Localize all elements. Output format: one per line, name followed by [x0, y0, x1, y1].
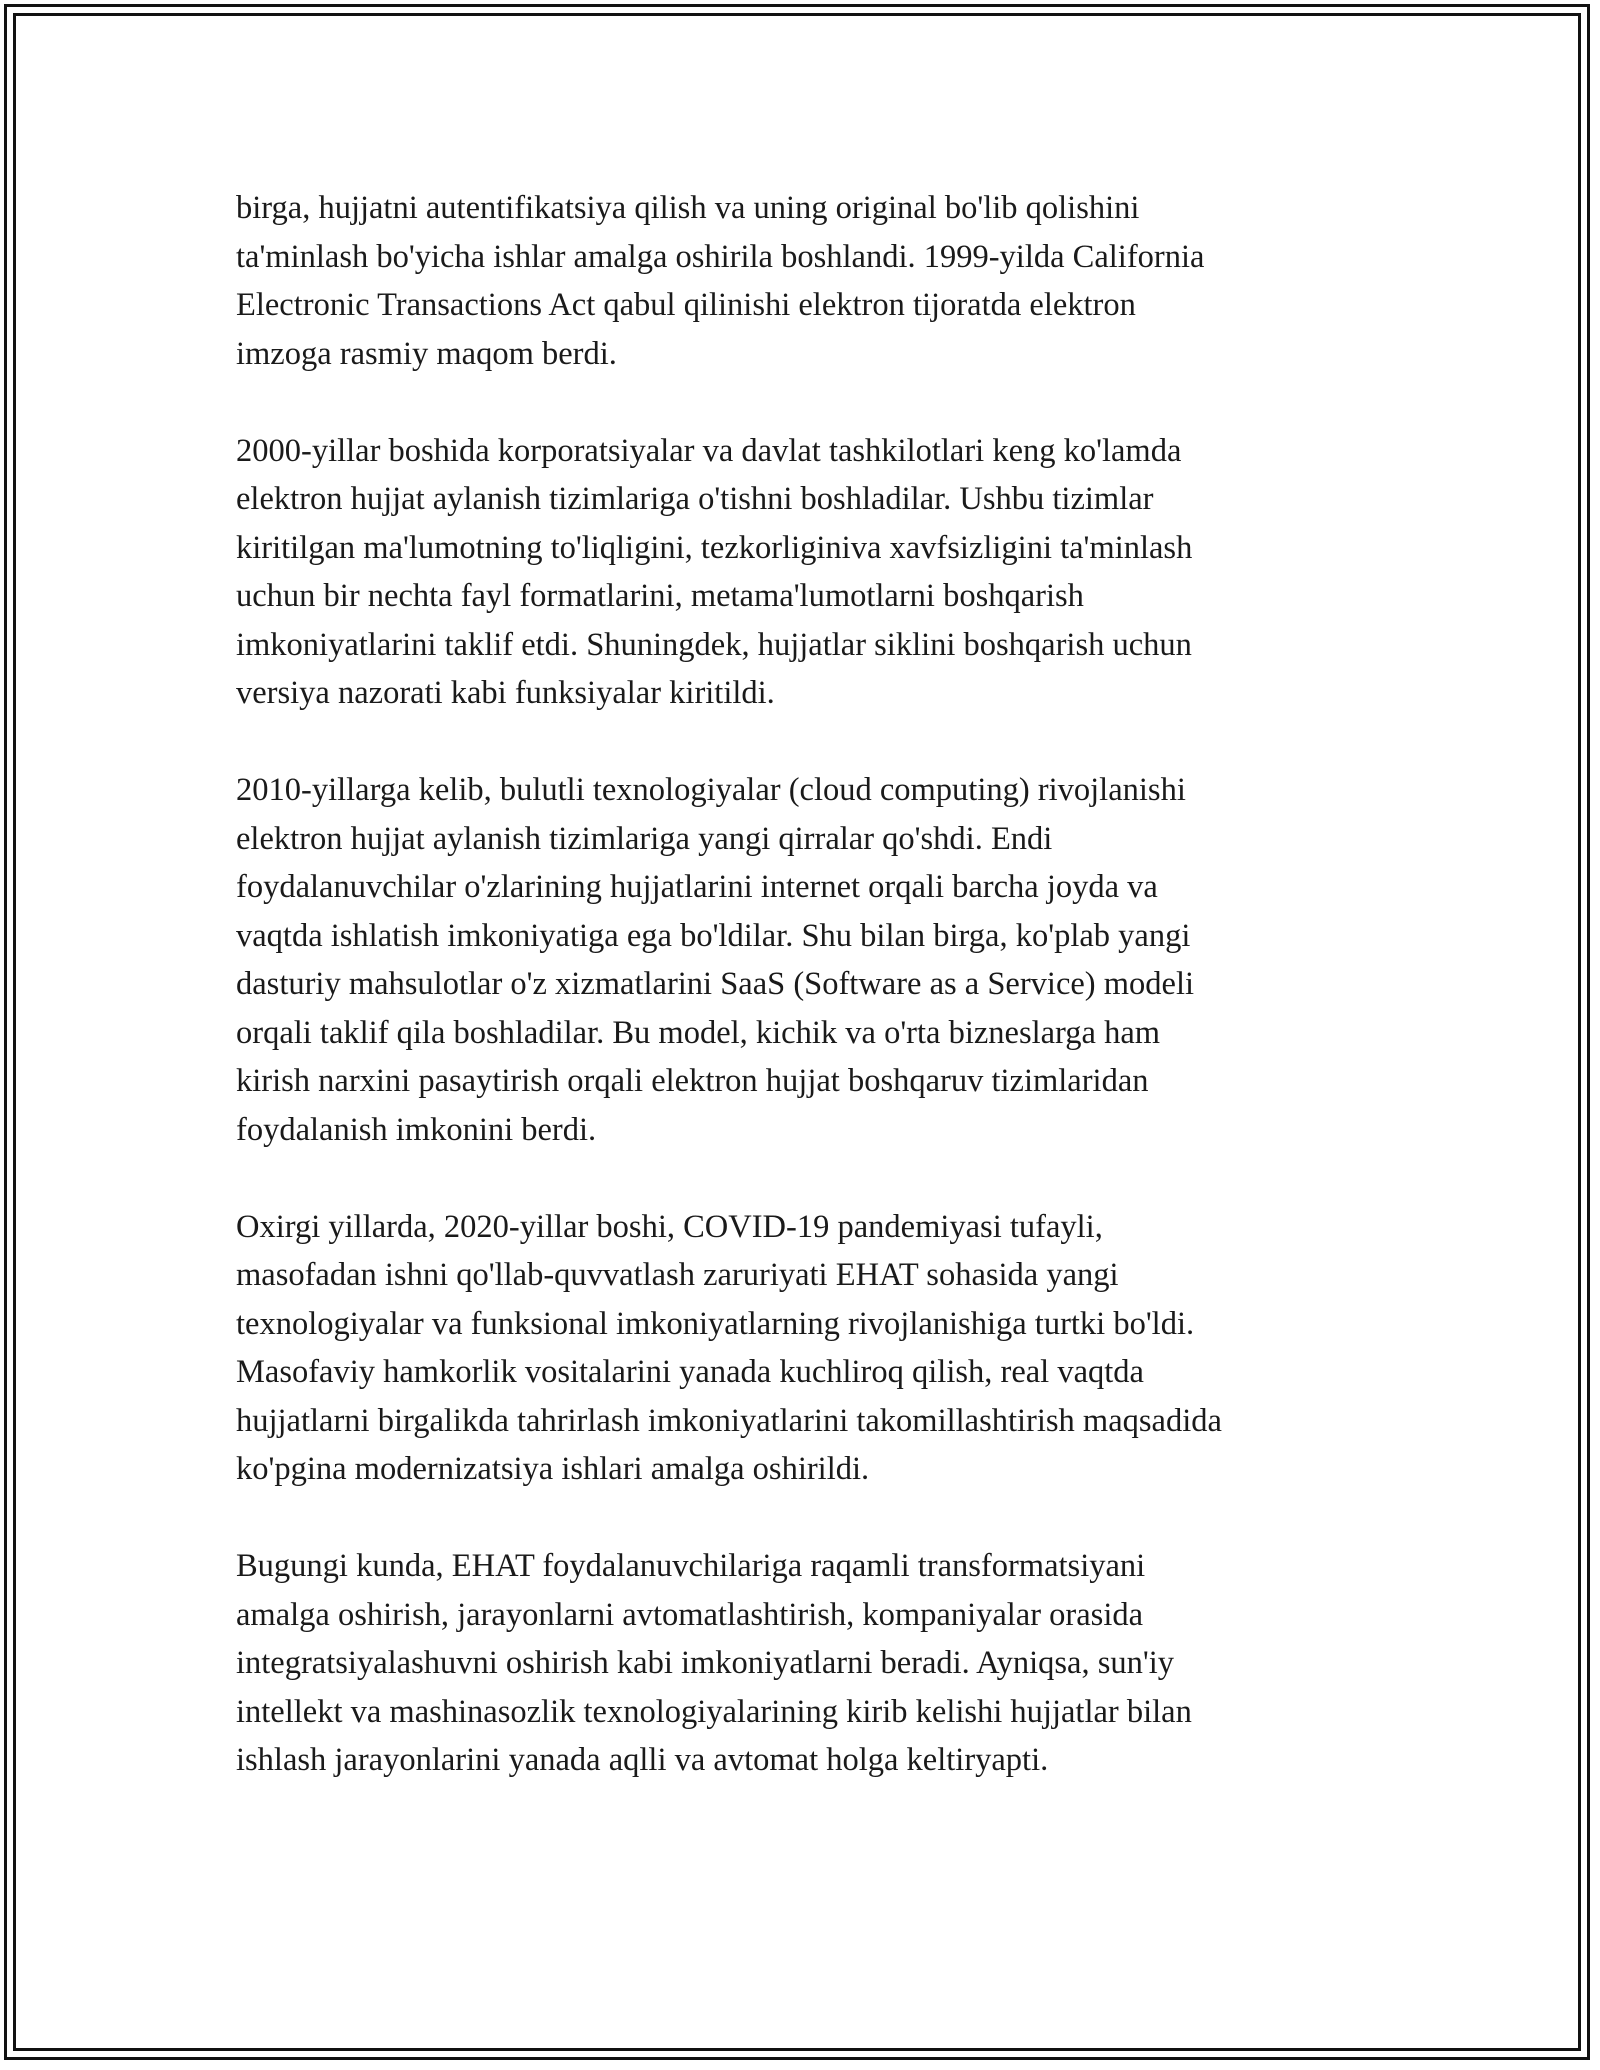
- text-line: versiya nazorati kabi funksiyalar kiritildi.: [236, 675, 775, 711]
- text-line: elektron hujjat aylanish tizimlariga yangi qirralar qo'shdi. Endi: [236, 820, 1053, 857]
- text-line: amalga oshirish, jarayonlarni avtomatlashtirish, kompaniyalar orasida: [236, 1596, 1144, 1633]
- text-line: hujjatlarni birgalikda tahrirlash imkoniyatlarini takomillashtirish maqsadida: [236, 1402, 1222, 1439]
- paragraph-2: [236, 427, 1366, 718]
- text-line: elektron hujjat aylanish tizimlariga o'tishni boshladilar. Ushbu tizimlar: [236, 481, 1154, 517]
- text-line: imzoga rasmiy maqom berdi.: [236, 335, 617, 372]
- text-line: masofadan ishni qo'llab-quvvatlash zaruriyati EHAT sohasida yangi: [236, 1257, 1119, 1293]
- document-body: [236, 184, 1366, 1833]
- paragraph-4: [236, 1203, 1366, 1494]
- text-line: intellekt va mashinasozlik texnologiyalarining kirib kelishi hujjatlar bilan: [236, 1693, 1192, 1730]
- text-line: foydalanuvchilar o'zlarining hujjatlarini internet orqali barcha joyda va: [236, 869, 1158, 905]
- text-line: integratsiyalashuvni oshirish kabi imkoniyatlarni beradi. Ayniqsa, sun'iy: [236, 1645, 1175, 1681]
- text-line: ko'pgina modernizatsiya ishlari amalga oshirildi.: [236, 1451, 870, 1487]
- text-line: Masofaviy hamkorlik vositalarini yanada kuchliroq qilish, real vaqtda: [236, 1354, 1144, 1390]
- text-line: imkoniyatlarini taklif etdi. Shuningdek, hujjatlar siklini boshqarish uchun: [236, 626, 1192, 663]
- text-line: Bugungi kunda, EHAT foydalanuvchilariga raqamli transformatsiyani: [236, 1548, 1146, 1584]
- text-line: Oxirgi yillarda, 2020-yillar boshi, COVID-19 pandemiyasi tufayli,: [236, 1208, 1103, 1245]
- text-line: birga, hujjatni autentifikatsiya qilish va uning original bo'lib qolishini: [236, 190, 1140, 226]
- text-line: 2000-yillar boshida korporatsiyalar va davlat tashkilotlari keng ko'lamda: [236, 432, 1182, 469]
- paragraph-1: [236, 184, 1366, 378]
- paragraph-3: [236, 766, 1366, 1154]
- text-line: vaqtda ishlatish imkoniyatiga ega bo'ldilar. Shu bilan birga, ko'plab yangi: [236, 917, 1191, 954]
- text-line: dasturiy mahsulotlar o'z xizmatlarini SaaS (Software as a Service) modeli: [236, 966, 1195, 1002]
- text-line: foydalanish imkonini berdi.: [236, 1111, 597, 1148]
- text-line: ishlash jarayonlarini yanada aqlli va avtomat holga keltiryapti.: [236, 1742, 1049, 1778]
- text-line: texnologiyalar va funksional imkoniyatlarning rivojlanishiga turtki bo'ldi.: [236, 1305, 1195, 1342]
- text-line: kirish narxini pasaytirish orqali elektron hujjat boshqaruv tizimlaridan: [236, 1063, 1149, 1099]
- text-line: uchun bir nechta fayl formatlarini, metama'lumotlarni boshqarish: [236, 578, 1084, 614]
- paragraph-5: [236, 1542, 1366, 1785]
- text-line: 2010-yillarga kelib, bulutli texnologiyalar (cloud computing) rivojlanishi: [236, 772, 1186, 808]
- text-line: kiritilgan ma'lumotning to'liqligini, tezkorliginiva xavfsizligini ta'minlash: [236, 529, 1193, 566]
- text-line: ta'minlash bo'yicha ishlar amalga oshirila boshlandi. 1999-yilda California: [236, 238, 1205, 275]
- text-line: Electronic Transactions Act qabul qilinishi elektron tijoratda elektron: [236, 287, 1136, 323]
- text-line: orqali taklif qila boshladilar. Bu model, kichik va o'rta bizneslarga ham: [236, 1014, 1161, 1051]
